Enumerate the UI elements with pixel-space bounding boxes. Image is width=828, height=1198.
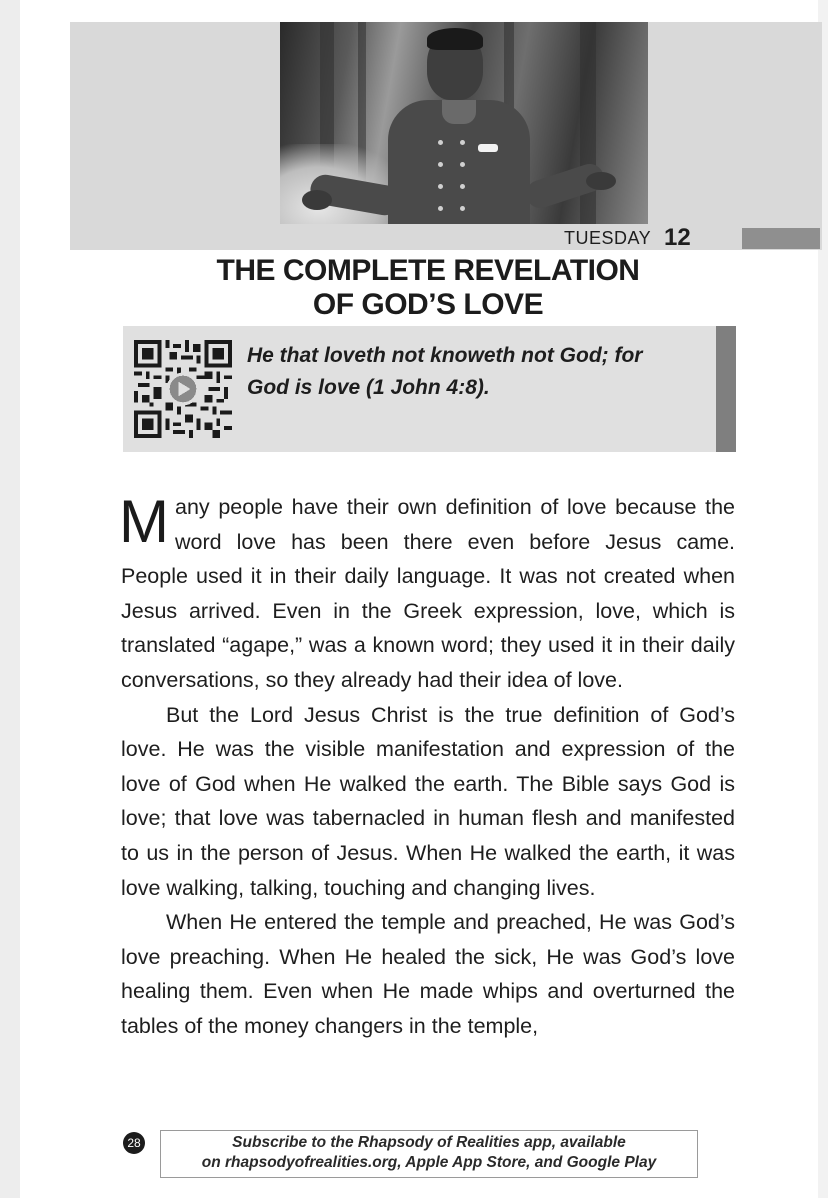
verse-line-1: He that loveth not knoweth not God; for <box>247 344 643 367</box>
footer-line-2: on rhapsodyofrealities.org, Apple App Store, and Google Play <box>201 1154 657 1171</box>
article-body <box>121 490 735 1044</box>
paragraph-3: When He entered the temple and preached, He was God’s love preaching. When He healed the sick, He was God’s love healing them. Even when He made whips and overturned the tables of the money changers in the temple, <box>121 910 735 1038</box>
verse-line-2: God is love (1 John 4:8). <box>247 376 490 399</box>
day-tab-marker <box>742 228 820 249</box>
memory-verse <box>247 340 709 404</box>
day-number: 12 <box>664 224 691 251</box>
paragraph-1-text: any people have their own definition of love because the word love has been there even before Jesus came. People used it in their daily language. It was not created when Jesus arrived. Even in the Greek expression, love, which is translated “agape,” was a known word; they used it in their daily conversations, so they already had their idea of love. <box>121 495 735 692</box>
footer-line-1: Subscribe to the Rhapsody of Realities app, available <box>232 1134 626 1151</box>
qr-code-icon[interactable] <box>134 340 232 438</box>
verse-accent-bar <box>716 326 736 452</box>
paragraph-2: But the Lord Jesus Christ is the true definition of God’s love. He was the visible manifestation and expression of the love of God when He walked the earth. The Bible says God is love; that love was tabernacled in human flesh and manifested to us in the person of Jesus. When He walked the earth, it was love walking, talking, touching and changing lives. <box>121 702 735 900</box>
header-photo <box>280 22 648 224</box>
page-edge-left <box>0 0 20 1198</box>
title-line-1: THE COMPLETE REVELATION <box>216 254 640 287</box>
day-name: TUESDAY <box>564 228 652 248</box>
drop-cap: M <box>119 488 169 555</box>
footer-notice <box>160 1130 698 1178</box>
page-title <box>120 254 736 322</box>
paragraph-1 <box>121 490 735 698</box>
page-number: 28 <box>123 1132 145 1154</box>
title-line-2: OF GOD’S LOVE <box>312 288 544 321</box>
